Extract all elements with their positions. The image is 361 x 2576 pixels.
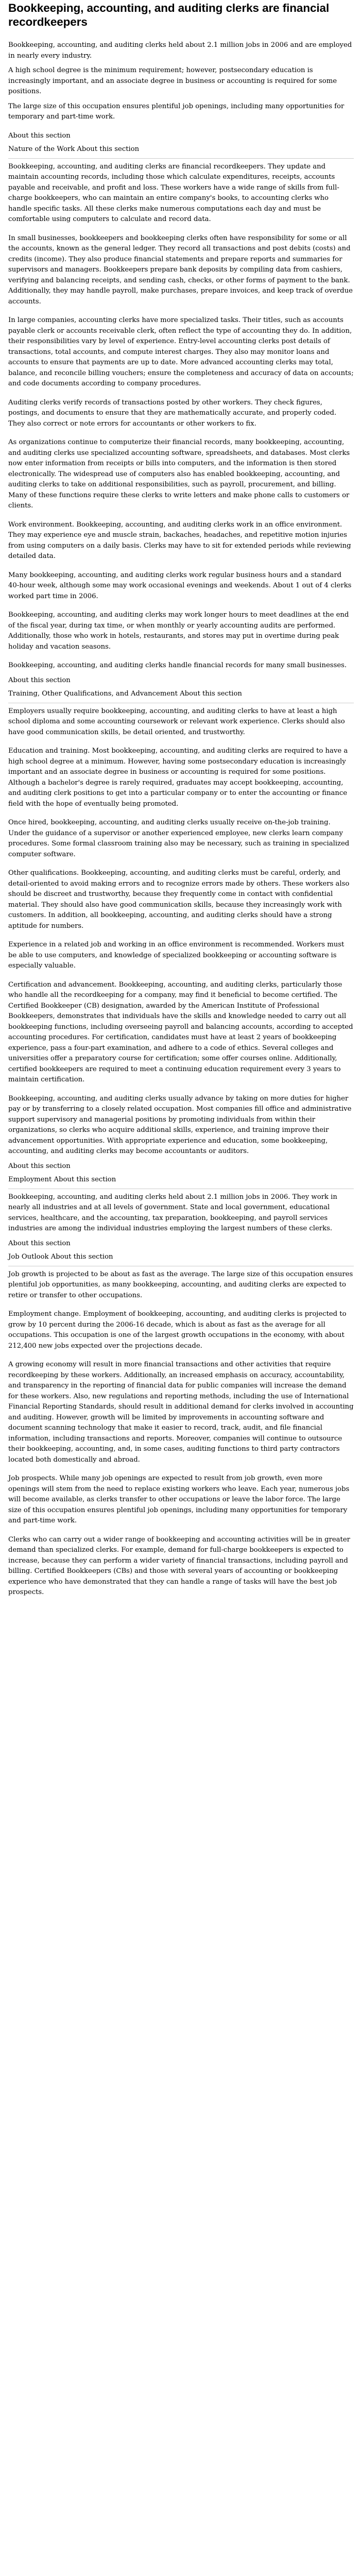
body-paragraph: Experience in a related job and working in an office environment is recommended. Workers must be able to use computers, and knowledge of specialized bookkeeping or accounting software is especially valuable. bbox=[8, 941, 345, 970]
body-paragraph: A growing economy will result in more financial transactions and other activities that require recordkeeping by these workers. Additionally, an increased emphasis on accuracy, accountability, and transparency in the reporting of financial data for public companies will increase the demand for these workers. Also, new regulations and reporting methods, including the use of International Financial Reporting Standards, should result in additional demand for clerks involved in accounting and auditing. However, growth will be limited by improvements in accounting software and document scanning technology that make it easier to record, track, audit, and file financial information, including transactions and reports. Moreover, companies will continue to outsource their bookkeeping, accounting, and, in some cases, auditing functions to third party contractors located both domestically and abroad. bbox=[8, 1361, 354, 1464]
body-paragraph: Education and training. Most bookkeeping, accounting, and auditing clerks are required to have a high school degree at a minimum. However, having some postsecondary education is increasingly important and an associate degree in business or accounting is required for some positions. Although a bachelor's degree is rarely required, graduates may accept bookkeeping, accounting, and auditing clerk positions to get into a particular company or to enter the accounting or finance field with the hope of eventually being promoted. bbox=[8, 747, 348, 808]
about-section-link[interactable]: About this section bbox=[8, 1162, 71, 1170]
section-heading-nature-of-work: Nature of the Work About this section bbox=[8, 145, 140, 153]
body-paragraph: Other qualifications. Bookkeeping, accounting, and auditing clerks must be careful, orderly, and detail-oriented to avoid making errors and to recognize errors made by others. These workers also should be discreet and trustworthy, because they frequently come in contact with confidential material. They should also have good communication skills, because they increasingly work with customers. In addition, all bookkeeping, accounting, and auditing clerks should have a strong aptitude for numbers. bbox=[8, 869, 350, 930]
body-paragraph: Employment change. Employment of bookkeeping, accounting, and auditing clerks is projected to grow by 10 percent during the 2006-16 decade, which is about as fast as the average for all occupations. This occupation is one of the largest growth occupations in the economy, with about 212,400 new jobs expected over the projections decade. bbox=[8, 1310, 347, 1350]
divider bbox=[8, 158, 354, 159]
body-paragraph: Bookkeeping, accounting, and auditing clerks are financial recordkeepers. They update and maintain accounting records, including those which calculate expenditures, receipts, accounts payable and receivable, and profit and loss. These workers have a wide range of skills from full-charge bookkeepers, who can maintain an entire company's books, to accounting clerks who handle specific tasks. All these clerks make numerous computations each day and must be comfortable using computers to calculate and record data. bbox=[8, 162, 339, 223]
body-paragraph: Once hired, bookkeeping, accounting, and auditing clerks usually receive on-the-job training. Under the guidance of a supervisor or another experienced employee, new clerks learn company procedures. Some formal classroom training also may be necessary, such as training in specialized computer software. bbox=[8, 819, 350, 858]
body-paragraph: Job growth is projected to be about as fast as the average. The large size of this occupation ensures plentiful job opportunities, as many bookkeeping, accounting, and auditing clerks are expected to retire or transfer to other occupations. bbox=[8, 1270, 353, 1299]
summary-paragraph: A high school degree is the minimum requirement; however, postsecondary education is increasingly important, and an associate degree in business or accounting is required for some positions. bbox=[8, 66, 337, 95]
page-title: Bookkeeping, accounting, and auditing clerks are financial recordkeepers bbox=[8, 2, 330, 28]
section-heading-employment: Employment About this section bbox=[8, 1176, 116, 1183]
summary-paragraph: The large size of this occupation ensures plentiful job openings, including many opportunities for temporary and part-time work. bbox=[8, 102, 345, 121]
about-section-link[interactable]: About this section bbox=[8, 676, 71, 684]
section-heading-job-outlook: Job Outlook About this section bbox=[8, 1253, 113, 1261]
body-paragraph: Work environment. Bookkeeping, accounting, and auditing clerks work in an office environment. They may experience eye and muscle strain, backaches, headaches, and repetitive motion injuries from using computers on a daily basis. Clerks may have to sit for extended periods while reviewing detailed data. bbox=[8, 520, 351, 560]
about-section-link[interactable]: About this section bbox=[8, 131, 71, 140]
body-paragraph: As organizations continue to computerize their financial records, many bookkeeping, accounting, and auditing clerks use specialized accounting software, spreadsheets, and databases. Most clerks now enter information from receipts or bills into computers, and the information is then stored electronically. The widespread use of computers also has enabled bookkeeping, accounting, and auditing clerks to take on additional responsibilities, such as payroll, procurement, and billing. Many of these functions require these clerks to write letters and make phone calls to customers or clients. bbox=[8, 438, 350, 510]
body-paragraph: Many bookkeeping, accounting, and auditing clerks work regular business hours and a standard 40-hour week, although some may work occasional evenings and weekends. About 1 out of 4 clerks worked part time in 2006. bbox=[8, 571, 352, 600]
body-paragraph: In small businesses, bookkeepers and bookkeeping clerks often have responsibility for some or all the accounts, known as the general ledger. They record all transactions and post debits (costs) and credits (income). They also produce financial statements and prepare reports and summaries for supervisors and managers. Bookkeepers prepare bank deposits by compiling data from cashiers, verifying and balancing receipts, and sending cash, checks, or other forms of payment to the bank. Additionally, they may handle payroll, make purchases, prepare invoices, and keep track of overdue accounts. bbox=[8, 234, 353, 306]
body-paragraph: Auditing clerks verify records of transactions posted by other workers. They check figures, postings, and documents to ensure that they are mathematically accurate, and properly coded. They also correct or note errors for accountants or other workers to fix. bbox=[8, 398, 337, 428]
summary-paragraph: Bookkeeping, accounting, and auditing clerks held about 2.1 million jobs in 2006 and are employed in nearly every industry. bbox=[8, 41, 352, 60]
about-section-link[interactable]: About this section bbox=[8, 1239, 71, 1247]
section-heading-training: Training, Other Qualifications, and Advancement About this section bbox=[8, 690, 242, 698]
body-paragraph: Job prospects. While many job openings are expected to result from job growth, even more openings will stem from the need to replace existing workers who leave. Each year, numerous jobs will become available, as clerks transfer to other occupations or leave the labor force. The large size of this occupation ensures plentiful job openings, including many opportunities for temporary and part-time work. bbox=[8, 1475, 350, 1524]
body-paragraph: Bookkeeping, accounting, and auditing clerks usually advance by taking on more duties for higher pay or by transferring to a closely related occupation. Most companies fill office and administrative support supervisory and managerial positions by promoting individuals from within their organizations, so clerks who acquire additional skills, experience, and training improve their advancement opportunities. With appropriate experience and education, some bookkeeping, accounting, and auditing clerks may become accountants or auditors. bbox=[8, 1094, 352, 1155]
image-caption: Bookkeeping, accounting, and auditing clerks handle financial records for many small businesses. bbox=[8, 662, 347, 669]
body-paragraph: In large companies, accounting clerks have more specialized tasks. Their titles, such as accounts payable clerk or accounts receivable clerk, often reflect the type of accounting they do. In addition, their responsibilities vary by level of experience. Entry-level accounting clerks post details of transactions, total accounts, and compute interest charges. They also may monitor loans and accounts to ensure that payments are up to date. More advanced accounting clerks may total, balance, and reconcile billing vouchers; ensure the completeness and accuracy of data on accounts; and code documents according to company procedures. bbox=[8, 316, 354, 387]
article-body bbox=[8, 40, 354, 1598]
body-paragraph: Employers usually require bookkeeping, accounting, and auditing clerks to have at least a high school diploma and some accounting coursework or relevant work experience. Clerks should also have good communication skills, be detail oriented, and trustworthy. bbox=[8, 707, 345, 736]
body-paragraph: Bookkeeping, accounting, and auditing clerks held about 2.1 million jobs in 2006. They work in nearly all industries and at all levels of government. State and local government, educational services, healthcare, and the accounting, tax preparation, bookkeeping, and payroll services industries are among the individual industries employing the largest numbers of these clerks. bbox=[8, 1193, 337, 1232]
body-paragraph: Clerks who can carry out a wider range of bookkeeping and accounting activities will be in greater demand than specialized clerks. For example, demand for full-charge bookkeepers is expected to increase, because they can perform a wider variety of financial transactions, including payroll and billing. Certified Bookkeepers (CBs) and those with several years of accounting or bookkeeping experience who have demonstrated that they can handle a range of tasks will have the best job prospects. bbox=[8, 1535, 350, 1596]
body-paragraph: Certification and advancement. Bookkeeping, accounting, and auditing clerks, particularly those who handle all the recordkeeping for a company, may find it beneficial to become certified. The Certified Bookkeeper (CB) designation, awarded by the American Institute of Professional Bookkeepers, demonstrates that individuals have the skills and knowledge needed to carry out all bookkeeping functions, including overseeing payroll and balancing accounts, according to accepted accounting procedures. For certification, candidates must have at least 2 years of bookkeeping experience, pass a four-part examination, and adhere to a code of ethics. Several colleges and universities offer a preparatory course for certification; some offer courses online. Additionally, certified bookkeepers are required to meet a continuing education requirement every 3 years to maintain certification. bbox=[8, 980, 353, 1083]
body-paragraph: Bookkeeping, accounting, and auditing clerks may work longer hours to meet deadlines at the end of the fiscal year, during tax time, or when monthly or yearly accounting audits are performed. Additionally, those who work in hotels, restaurants, and stores may put in overtime during peak holiday and vacation seasons. bbox=[8, 611, 349, 651]
